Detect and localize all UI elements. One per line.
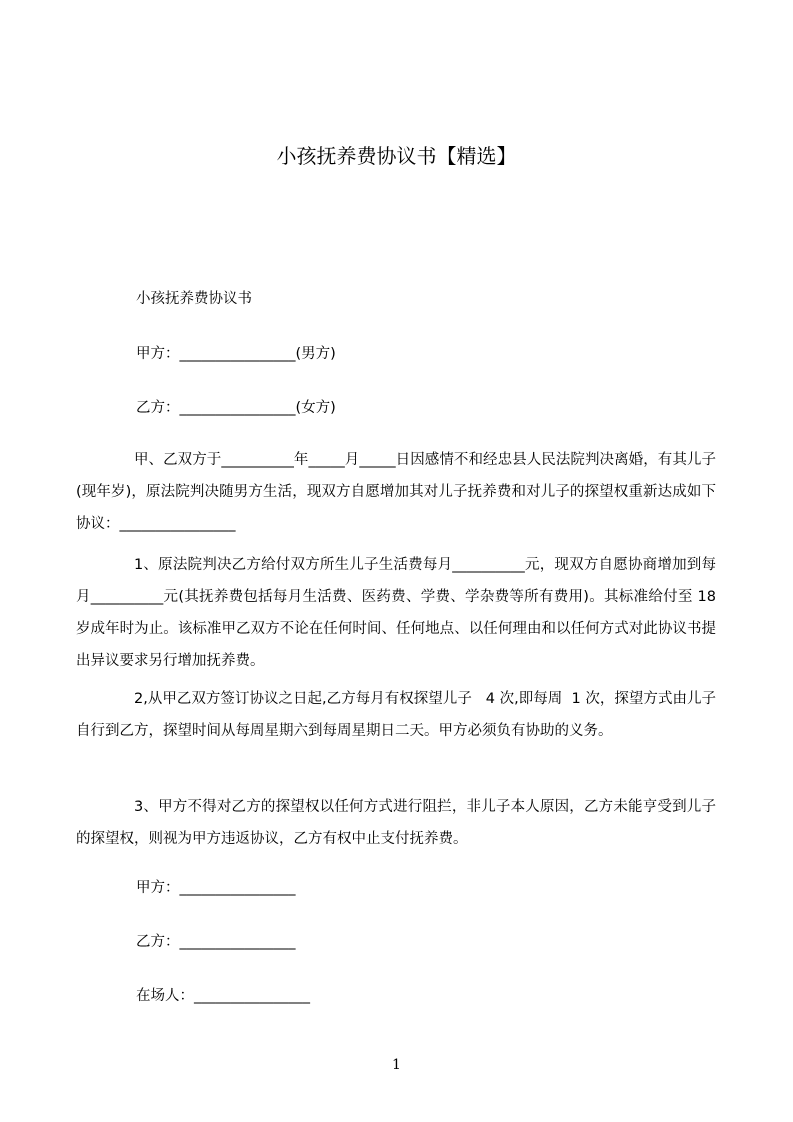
intro-paragraph — [76, 444, 716, 540]
clause-2-text: 2,从甲乙双方签订协议之日起,乙方每月有权探望儿子 4 次,即每周 1 次，探望方式由儿子自行到乙方，探望时间从每周星期六到每周星期日二天。甲方必须负有协助的义务。 — [76, 691, 716, 739]
clause-3-text: 3、甲方不得对乙方的探望权以任何方式进行阻拦，非儿子本人原因，乙方未能亨受到儿子的探望权，则视为甲方违返协议，乙方有权中止支付抚养费。 — [76, 799, 716, 847]
party-a-line: 甲方：________________(男方) — [136, 346, 336, 362]
signature-party-b: 乙方：________________ — [136, 934, 296, 950]
clause-3-paragraph — [76, 791, 716, 855]
agreement-subtitle: 小孩抚养费协议书 — [136, 291, 252, 307]
clause-1-paragraph — [76, 549, 721, 677]
document-title: 小孩抚养费协议书【精选】 — [276, 144, 517, 168]
clause-1-text: 1、原法院判决乙方给付双方所生儿子生活费每月__________元，现双方自愿协商增加到每月__________元(其抚养费包括每月生活费、医药费、学费、学杂费等所有费用)。其标准给付至 18 岁成年时为止。该标准甲乙双方不论在任何时间、任何地点、以任何理由和以任何方式对此协议书提出异议要求另行增加抚养费。 — [76, 557, 721, 669]
signature-party-a: 甲方：________________ — [136, 880, 296, 896]
signature-witness: 在场人：________________ — [136, 988, 310, 1004]
intro-text: 甲、乙双方于__________年_____月_____日因感情不和经忠县人民法院判决离婚，有其儿子(现年岁)，原法院判决随男方生活，现双方自愿增加其对儿子抚养费和对儿子的探望权重新达成如下协议：________________ — [76, 452, 716, 532]
clause-2-paragraph — [76, 683, 716, 747]
page-number: 1 — [392, 1057, 401, 1073]
party-b-line: 乙方：________________(女方) — [136, 400, 336, 416]
